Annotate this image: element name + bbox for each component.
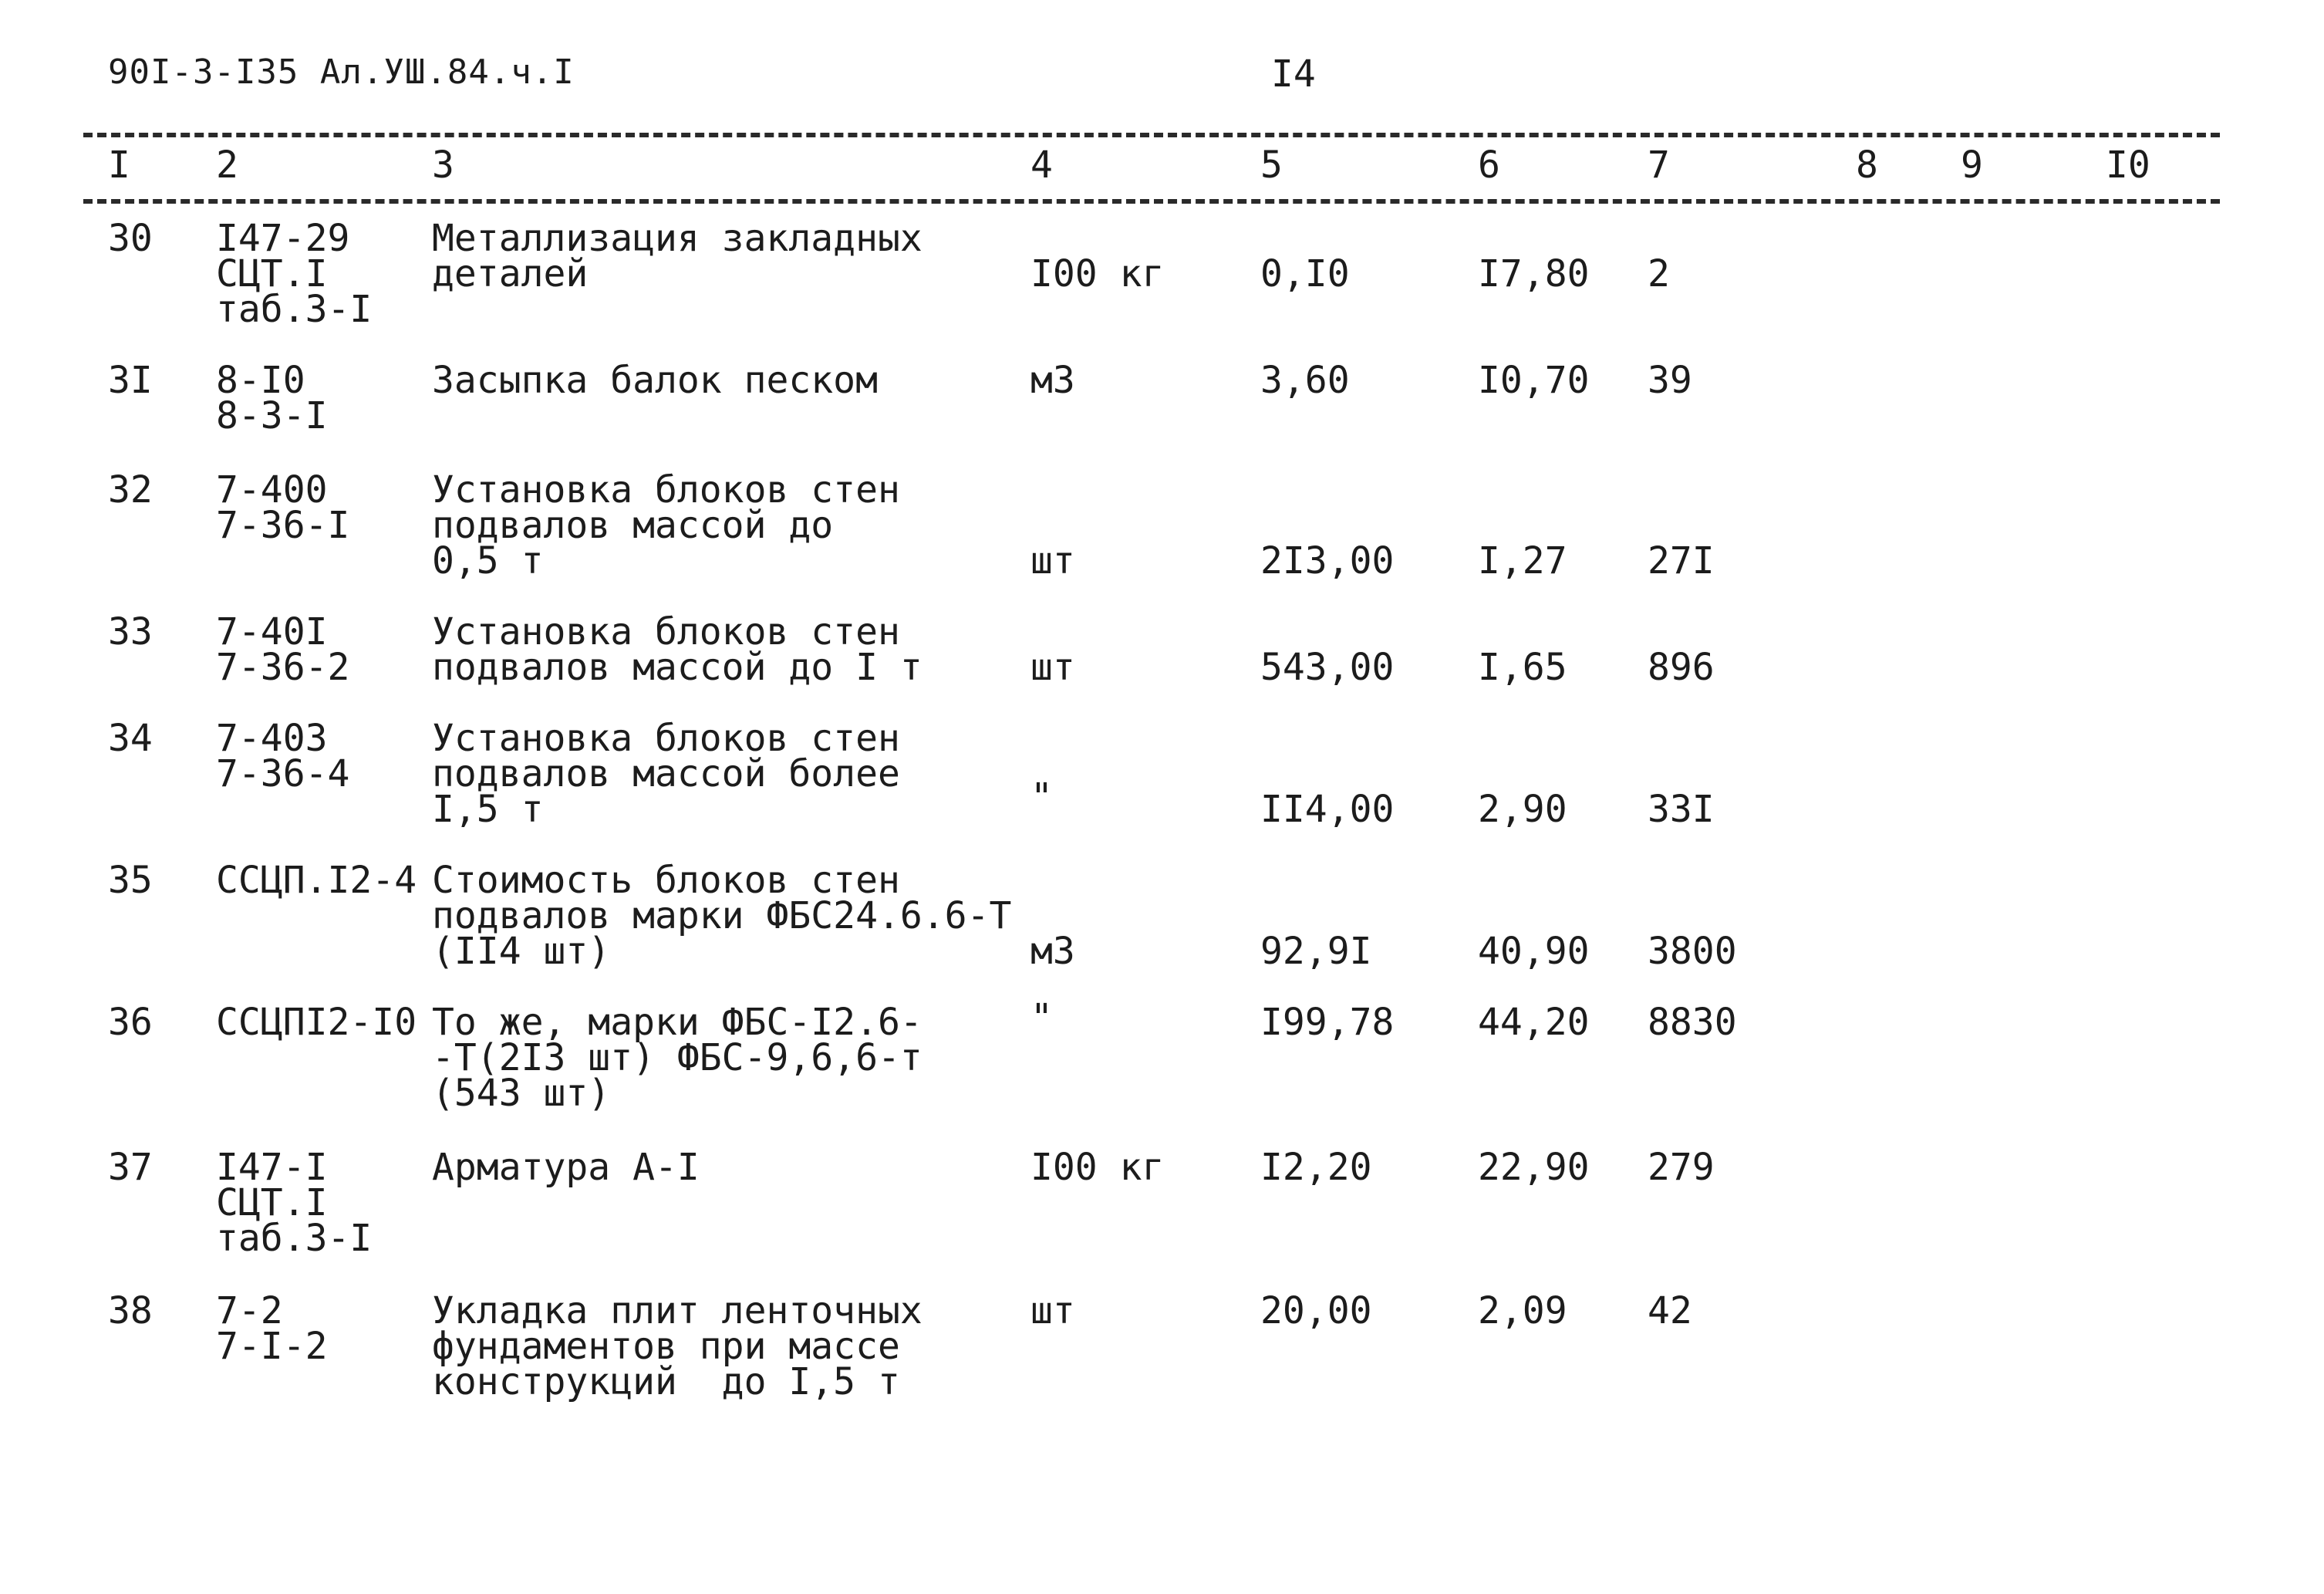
- work-description: Укладка плит ленточных фундаментов при массе конструкций до I,5 т: [432, 1289, 923, 1403]
- work-description: Стоимость блоков стен подвалов марки ФБС24.6.6-Т (II4 шт): [432, 859, 1012, 973]
- column-number-3: 3: [432, 144, 454, 187]
- work-description: Установка блоков стен подвалов массой до 0,5 т: [432, 468, 900, 583]
- total-cost: 42: [1648, 1289, 1692, 1332]
- work-description: Арматура А-I: [432, 1146, 700, 1189]
- unit-price: 22,90: [1478, 1146, 1590, 1189]
- unit-price: 44,20: [1478, 1001, 1590, 1044]
- row-number: 37: [108, 1146, 153, 1189]
- unit-price: 2,90: [1478, 788, 1567, 831]
- unit: ": [1030, 775, 1053, 819]
- total-cost: 896: [1648, 646, 1715, 689]
- page-number: I4: [1271, 52, 1316, 96]
- quantity: II4,00: [1260, 788, 1395, 831]
- unit: шт: [1030, 646, 1075, 689]
- quantity: I2,20: [1260, 1146, 1372, 1189]
- total-cost: 39: [1648, 359, 1692, 402]
- total-cost: 3800: [1648, 930, 1737, 973]
- document-code: 90I-3-I35 Ал.УШ.84.ч.I: [108, 52, 575, 92]
- rate-code: 7-2 7-I-2: [216, 1289, 328, 1368]
- unit-price: 40,90: [1478, 930, 1590, 973]
- quantity: I99,78: [1260, 1001, 1395, 1044]
- header-top-rule: [83, 133, 2220, 137]
- quantity: 0,I0: [1260, 252, 1350, 295]
- unit: ": [1030, 996, 1053, 1039]
- column-number-7: 7: [1648, 144, 1670, 187]
- row-number: 34: [108, 717, 153, 760]
- unit-price: I0,70: [1478, 359, 1590, 402]
- column-number-2: 2: [216, 144, 238, 187]
- total-cost: 8830: [1648, 1001, 1737, 1044]
- column-number-5: 5: [1260, 144, 1283, 187]
- quantity: 92,9I: [1260, 930, 1372, 973]
- row-number: 36: [108, 1001, 153, 1044]
- unit: I00 кг: [1030, 1146, 1165, 1189]
- total-cost: 2: [1648, 252, 1670, 295]
- rate-code: 7-40I 7-36-2: [216, 610, 350, 689]
- rate-code: ССЦП.I2-4: [216, 859, 417, 902]
- row-number: 3I: [108, 359, 153, 402]
- unit: м3: [1030, 930, 1075, 973]
- quantity: 2I3,00: [1260, 539, 1395, 583]
- unit-price: I7,80: [1478, 252, 1590, 295]
- total-cost: 279: [1648, 1146, 1715, 1189]
- work-description: Засыпка балок песком: [432, 359, 878, 402]
- column-number-1: I: [108, 144, 130, 187]
- unit: м3: [1030, 359, 1075, 402]
- total-cost: 33I: [1648, 788, 1715, 831]
- row-number: 38: [108, 1289, 153, 1332]
- column-number-10: I0: [2106, 144, 2150, 187]
- unit: I00 кг: [1030, 252, 1165, 295]
- total-cost: 27I: [1648, 539, 1715, 583]
- work-description: То же, марки ФБС-I2.6- -Т(2I3 шт) ФБС-9,6,6-т (543 шт): [432, 1001, 923, 1115]
- rate-code: 7-400 7-36-I: [216, 468, 350, 547]
- rate-code: 7-403 7-36-4: [216, 717, 350, 795]
- rate-code: ССЦПI2-I0: [216, 1001, 417, 1044]
- unit-price: I,27: [1478, 539, 1567, 583]
- row-number: 33: [108, 610, 153, 653]
- quantity: 543,00: [1260, 646, 1395, 689]
- work-description: Металлизация закладных деталей: [432, 217, 923, 295]
- row-number: 32: [108, 468, 153, 512]
- column-number-4: 4: [1030, 144, 1053, 187]
- work-description: Установка блоков стен подвалов массой более I,5 т: [432, 717, 900, 831]
- column-number-6: 6: [1478, 144, 1500, 187]
- work-description: Установка блоков стен подвалов массой до I т: [432, 610, 923, 689]
- unit: шт: [1030, 1289, 1075, 1332]
- quantity: 20,00: [1260, 1289, 1372, 1332]
- unit-price: I,65: [1478, 646, 1567, 689]
- rate-code: 8-I0 8-3-I: [216, 359, 328, 437]
- unit: шт: [1030, 539, 1075, 583]
- unit-price: 2,09: [1478, 1289, 1567, 1332]
- row-number: 35: [108, 859, 153, 902]
- column-number-8: 8: [1856, 144, 1878, 187]
- rate-code: I47-I СЦТ.I таб.3-I: [216, 1146, 373, 1260]
- quantity: 3,60: [1260, 359, 1350, 402]
- rate-code: I47-29 СЦТ.I таб.3-I: [216, 217, 373, 331]
- header-bottom-rule: [83, 199, 2220, 204]
- row-number: 30: [108, 217, 153, 260]
- column-number-9: 9: [1961, 144, 1983, 187]
